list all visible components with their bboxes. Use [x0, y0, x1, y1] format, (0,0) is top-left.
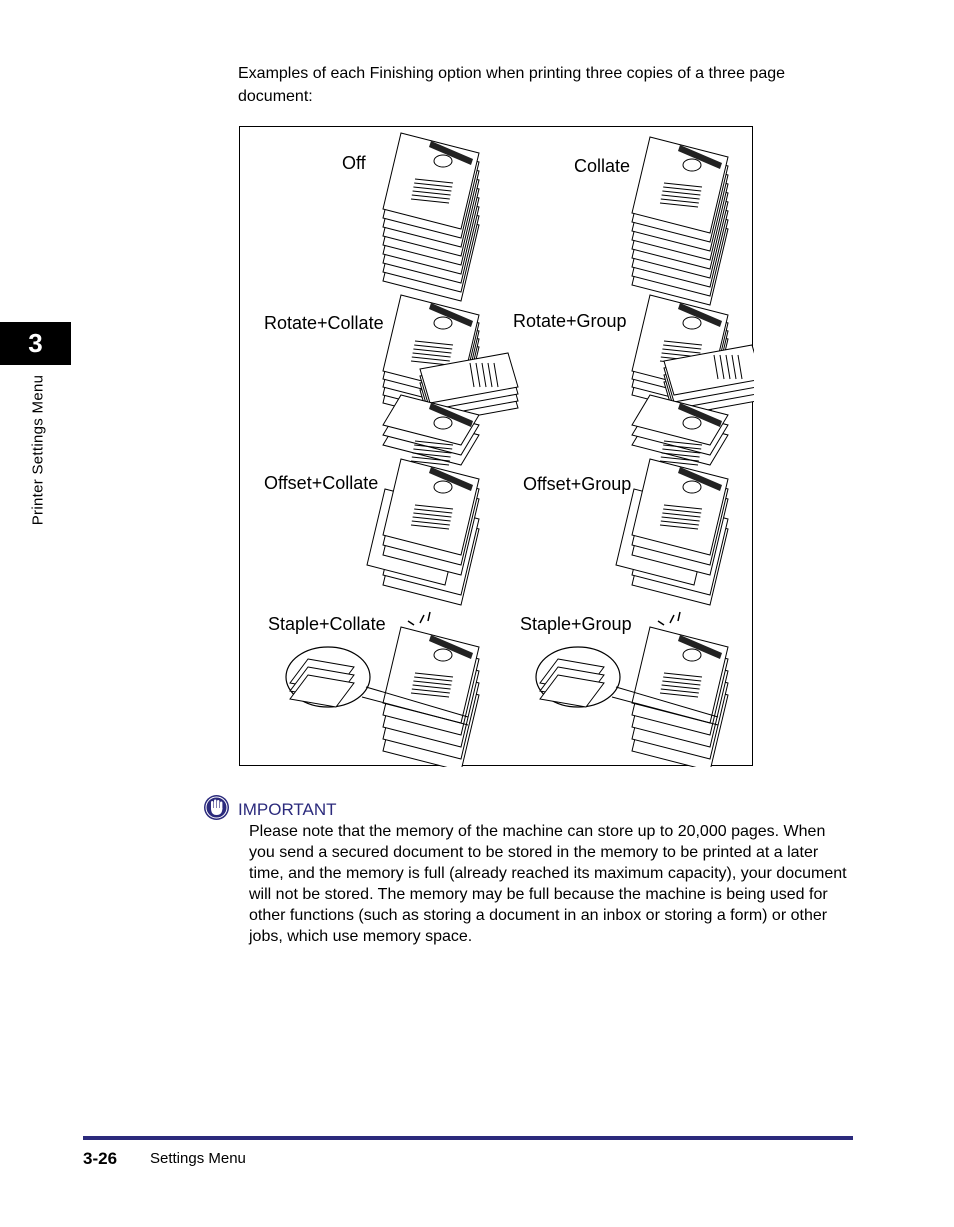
footer-section-title: Settings Menu	[150, 1150, 246, 1167]
option-label-staple-group: Staple+Group	[520, 614, 632, 634]
finishing-illustrations	[240, 127, 754, 767]
option-label-offset-collate: Offset+Collate	[264, 473, 379, 493]
page-number: 3-26	[83, 1149, 118, 1168]
important-body: Please note that the memory of the machine can store up to 20,000 pages. When you send a secured document to be stored in the memory to be printed at a later time, and the memory is full (already reached its maximum capacity), your document will not be stored. The memory may be full because the machine is being used for other functions (such as storing a document in an inbox or storing a form) or other jobs, which use memory space.	[249, 823, 847, 945]
chapter-side-title: Printer Settings Menu	[29, 374, 47, 526]
option-label-off: Off	[342, 153, 366, 173]
finishing-examples-figure	[239, 126, 753, 766]
option-label-collate: Collate	[574, 156, 631, 176]
hand-stop-icon	[203, 794, 230, 826]
option-label-rotate-collate: Rotate+Collate	[264, 313, 384, 333]
option-label-staple-collate: Staple+Collate	[268, 614, 386, 634]
chapter-tab: 3	[0, 322, 71, 365]
footer-rule	[83, 1136, 853, 1140]
important-title: IMPORTANT	[238, 800, 337, 819]
option-label-offset-group: Offset+Group	[523, 474, 632, 494]
intro-text: Examples of each Finishing option when printing three copies of a three page document:	[238, 65, 786, 105]
option-label-rotate-group: Rotate+Group	[513, 311, 627, 331]
